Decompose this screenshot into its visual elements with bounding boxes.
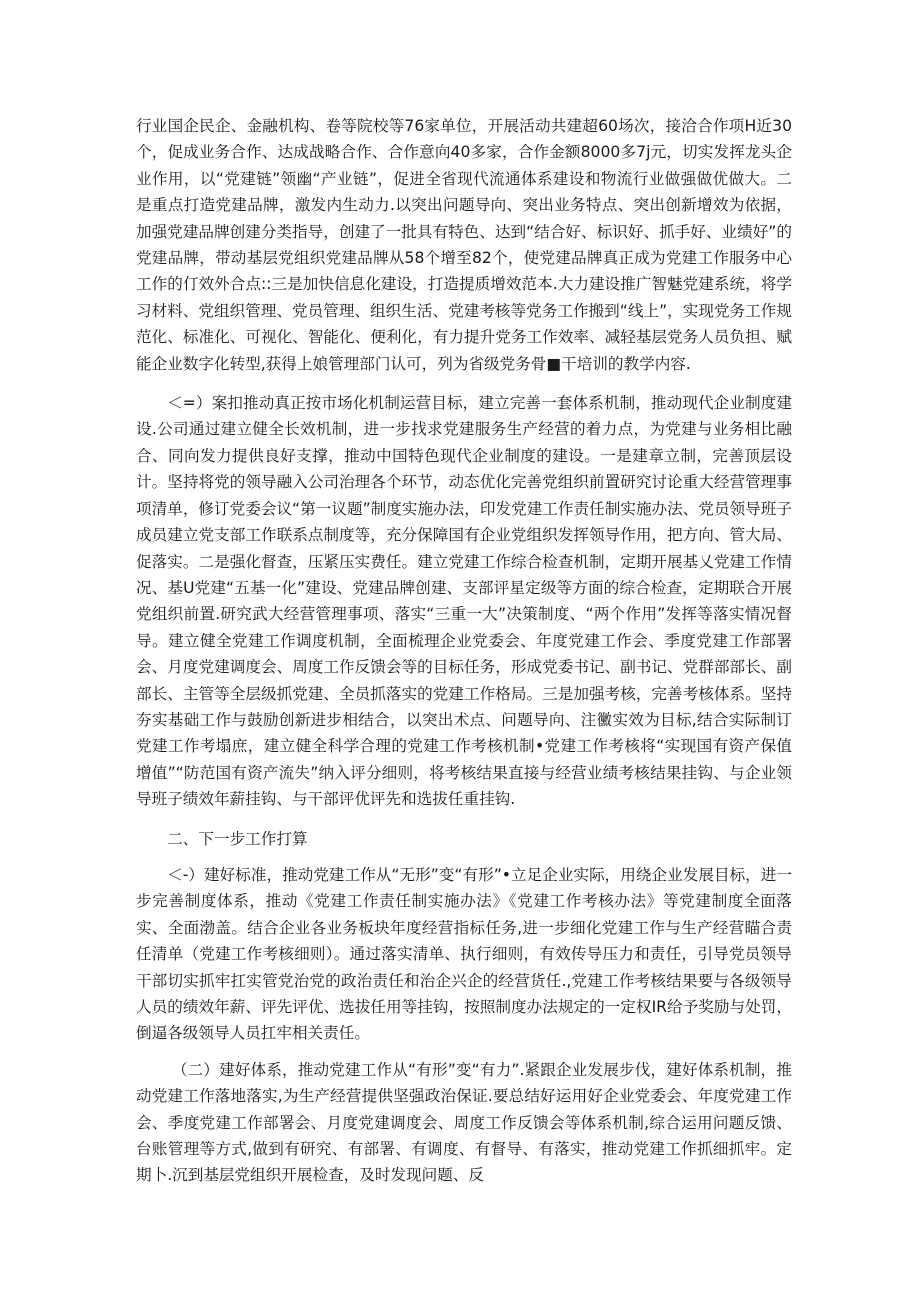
body-paragraph: ＜-）建好标准，推动党建工作从“无形”变“有形”•立足企业实际，用绕企业发展目标，进一步完善制度体系，推动《党建工作责任制实施办法》《党建工作考核办法》等党建制度全面落实、全面渤盖。结合企业各业务板块年度经营指标任务,进一步细化党建工作与生产经营瞄合责任清单（党建工作考核细则）。通过落实清单、执行细则，有效传导压力和责任，引导党员领导干部切实抓牢扛实管党治党的政治责任和治企兴企的经营货任.,党建工作考核结果要与各级领导人员的绩效年薪、评先评优、选拔任用等挂钩，按照制度办法规定的一定权IR给予奖励与处罚，倒逼各级领导人员扛牢相关责任。 — [136, 865, 792, 1043]
section-heading: 二、下一步工作打算 — [167, 829, 308, 848]
body-paragraph: 行业国企民企、金融机构、卷等院校等76家单位，开展活动共建超60场次，接洽合作项H近30个，促成业务合作、达成战略合作、合作意向40多家，合作金额8000多7j元，切实发挥龙头企业作用，以“党建链”领幽“产业链”，促进全省现代流通体系建设和物流行业做强做优做大。二是重点打造党建品牌，激发内生动力.以突出问题导向、突出业务特点、突出创新增效为依据，加强党建品牌创建分类指导，创建了一批具有特色、达到“结合好、标识好、抓手好、业绩好”的党建品牌，带动基层党组织党建品牌从58个增至82个，使党建品牌真正成为党建工作服务中心工作的仃效外合点::三是加快信息化建设，打造提质增效范本.大力建设推广智魅党建系统，将学习材料、党组织管理、党员管理、组织生活、党建考核等党务工作搬到“线上”，实现党务工作规范化、标准化、可视化、智能化、便利化，有力提升党务工作效率、减轻基层党务人员负担、赋能企业数字化转型,获得上娘管理部门认可，列为省级党务骨■干培训的教学内容. — [136, 117, 792, 373]
body-paragraph: （二）建好体系，推动党建工作从“有形”变“有力”.紧跟企业发展步伐，建好体系机制，推动党建工作落地落实,为生产经营提供坚强政治保证.要总结好运用好企业党委会、年度党建工作会、季度党建工作部署会、月度党建调度会、周度工作反馈会等体系机制,综合运用问题反馈、台账管理等方式,做到有研究、有部署、有调度、有督导、有落实，推动党建工作抓细抓牢。定期卜.沉到基层党组织开展检查，及时发现问题、反 — [136, 1060, 792, 1185]
document-body — [136, 113, 792, 1189]
body-paragraph: ＜=）案扣推动真正按市场化机制运营目标，建立完善一套体系机制，推动现代企业制度建设.公司通过建立健全长效机制，进一步找求党建服务生产经营的着力点，为党建与业务相比融合、同向发力提供良好支撑，推动中国特色现代企业制度的建设。一是建章立制，完善顶层设计。坚持将党的领导融入公司治理各个环节，动态优化完善党组织前置研究讨论重大经营管理事项清单，修订党委会议“第一议题”制度实施办法，印发党建工作责任制实施办法、党员领导班子成员建立党支部工作联系点制度等，充分保障国有企业党组织发挥领导作用，把方向、管大局、促落实。二是强化督查，压紧压实费任。建立党建工作综合检查机制，定期开展基乂党建工作情况、基U党建“五基一化”建设、党建品牌创建、支部评星定级等方面的综合检查，定期联合开展党组织前置.研究武大经营管理事项、落实“三重一大”决策制度、“两个作用”发挥等落实情况督导。建立健全党建工作调度机制，全面梳理企业党委会、年度党建工作会、季度党建工作部署会、月度党建调度会、周度工作反馈会等的目标任务，形成党委书记、副书记、党群部部长、副部长、主管等全层级抓党建、全员抓落实的党建工作格局。三是加强考核，完善考核体系。坚持夯实基础工作与鼓励创新进步相结合，以突出术点、问题导向、注黴实效为目标,结合实际制订党建工作考塌庶，建立健全科学合理的党建工作考核机制•党建工作考核将“实现国有资产保值增值”“防范国有资产流失”纳入评分细则，将考核结果直接与经营业绩考核结果挂钩、与企业领导班子绩效年薪挂钩、与干部评优评先和选拔任重挂钩. — [136, 394, 792, 809]
